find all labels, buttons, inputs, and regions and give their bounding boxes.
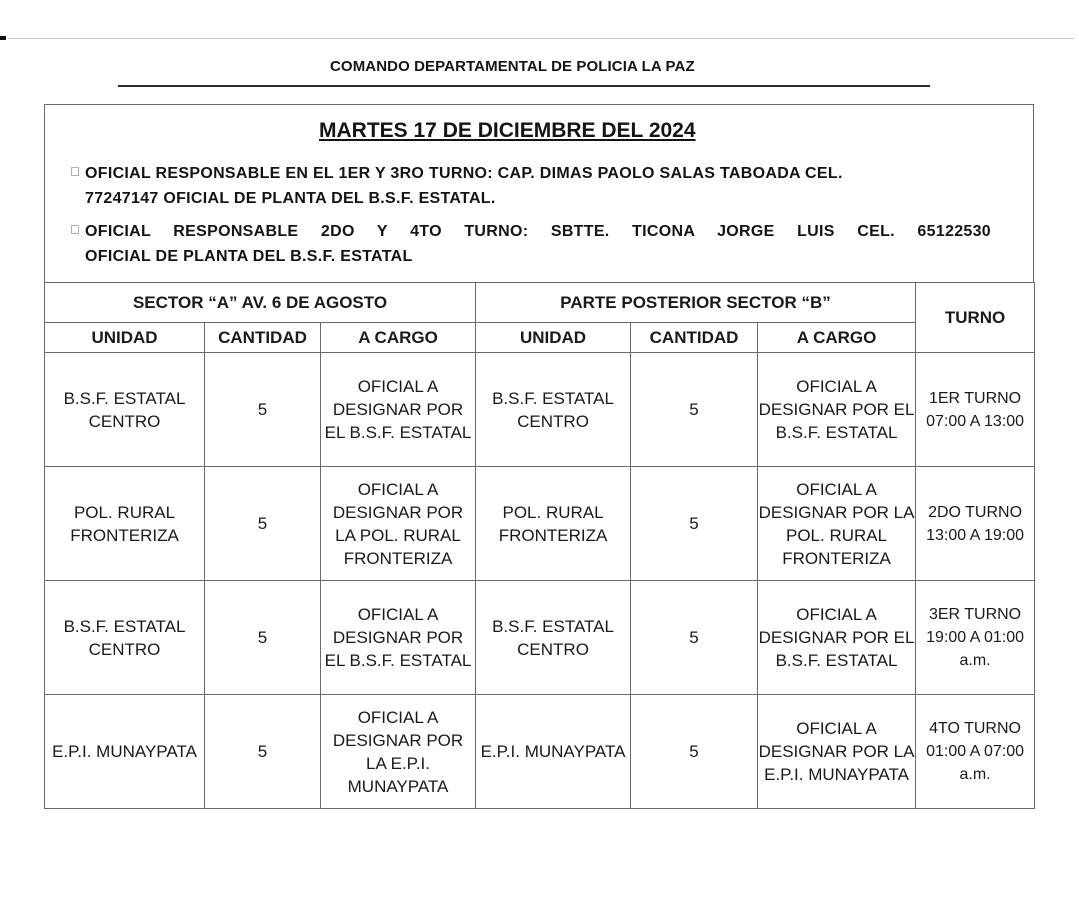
cell-b-cantidad: 5	[631, 353, 758, 467]
header-title: COMANDO DEPARTAMENTAL DE POLICIA LA PAZ	[330, 58, 695, 75]
turno-header: TURNO	[916, 283, 1035, 353]
cell-a-cargo: OFICIAL A DESIGNAR POR LA E.P.I. MUNAYPATA	[321, 695, 476, 809]
cell-b-cargo: OFICIAL A DESIGNAR POR LA E.P.I. MUNAYPATA	[758, 695, 916, 809]
cell-turno: 3ER TURNO 19:00 A 01:00 a.m.	[916, 581, 1035, 695]
cell-a-unidad: E.P.I. MUNAYPATA	[45, 695, 205, 809]
cell-a-cargo: OFICIAL A DESIGNAR POR LA POL. RURAL FRONTERIZA	[321, 467, 476, 581]
header-rule	[118, 85, 930, 87]
cell-b-unidad: B.S.F. ESTATAL CENTRO	[476, 353, 631, 467]
officer-item-2	[85, 219, 991, 269]
table-row	[45, 695, 1035, 809]
cell-a-cantidad: 5	[205, 353, 321, 467]
column-header-row	[45, 323, 1035, 353]
document-box	[44, 104, 1034, 282]
col-b-cantidad: CANTIDAD	[631, 323, 758, 353]
cell-b-cantidad: 5	[631, 695, 758, 809]
page-edge-mark	[0, 36, 6, 40]
col-b-cargo: A CARGO	[758, 323, 916, 353]
cell-a-cargo: OFICIAL A DESIGNAR POR EL B.S.F. ESTATAL	[321, 581, 476, 695]
cell-a-cantidad: 5	[205, 695, 321, 809]
col-a-cargo: A CARGO	[321, 323, 476, 353]
officer-1-line-2: 77247147 OFICIAL DE PLANTA DEL B.S.F. ESTATAL.	[85, 190, 496, 207]
col-b-unidad: UNIDAD	[476, 323, 631, 353]
cell-b-cargo: OFICIAL A DESIGNAR POR EL B.S.F. ESTATAL	[758, 353, 916, 467]
sector-b-header: PARTE POSTERIOR SECTOR “B”	[476, 283, 916, 323]
cell-b-cantidad: 5	[631, 581, 758, 695]
checkbox-bullet-icon	[71, 225, 79, 234]
sector-a-header: SECTOR “A” AV. 6 DE AGOSTO	[45, 283, 476, 323]
cell-a-unidad: B.S.F. ESTATAL CENTRO	[45, 581, 205, 695]
officer-1-line-1: OFICIAL RESPONSABLE EN EL 1ER Y 3RO TURNO: CAP. DIMAS PAOLO SALAS TABOADA CEL.	[85, 165, 843, 182]
cell-a-cantidad: 5	[205, 467, 321, 581]
schedule-table	[44, 282, 1035, 809]
cell-turno: 4TO TURNO 01:00 A 07:00 a.m.	[916, 695, 1035, 809]
cell-b-cargo: OFICIAL A DESIGNAR POR EL B.S.F. ESTATAL	[758, 581, 916, 695]
table-row	[45, 353, 1035, 467]
cell-turno: 2DO TURNO 13:00 A 19:00	[916, 467, 1035, 581]
table-row	[45, 581, 1035, 695]
officer-2-line-1: OFICIAL RESPONSABLE 2DO Y 4TO TURNO: SBTTE. TICONA JORGE LUIS CEL. 65122530	[85, 223, 991, 240]
cell-a-cargo: OFICIAL A DESIGNAR POR EL B.S.F. ESTATAL	[321, 353, 476, 467]
col-a-unidad: UNIDAD	[45, 323, 205, 353]
officer-item-1	[85, 161, 843, 211]
cell-b-unidad: E.P.I. MUNAYPATA	[476, 695, 631, 809]
sector-header-row	[45, 283, 1035, 323]
cell-a-cantidad: 5	[205, 581, 321, 695]
officer-2-line-2: OFICIAL DE PLANTA DEL B.S.F. ESTATAL	[85, 248, 413, 265]
col-a-cantidad: CANTIDAD	[205, 323, 321, 353]
cell-b-cargo: OFICIAL A DESIGNAR POR LA POL. RURAL FRONTERIZA	[758, 467, 916, 581]
checkbox-bullet-icon	[71, 167, 79, 176]
cell-b-unidad: POL. RURAL FRONTERIZA	[476, 467, 631, 581]
page-top-line	[8, 38, 1074, 39]
cell-turno: 1ER TURNO 07:00 A 13:00	[916, 353, 1035, 467]
cell-b-cantidad: 5	[631, 467, 758, 581]
cell-b-unidad: B.S.F. ESTATAL CENTRO	[476, 581, 631, 695]
table-row	[45, 467, 1035, 581]
cell-a-unidad: B.S.F. ESTATAL CENTRO	[45, 353, 205, 467]
cell-a-unidad: POL. RURAL FRONTERIZA	[45, 467, 205, 581]
date-title: MARTES 17 DE DICIEMBRE DEL 2024	[319, 119, 696, 142]
